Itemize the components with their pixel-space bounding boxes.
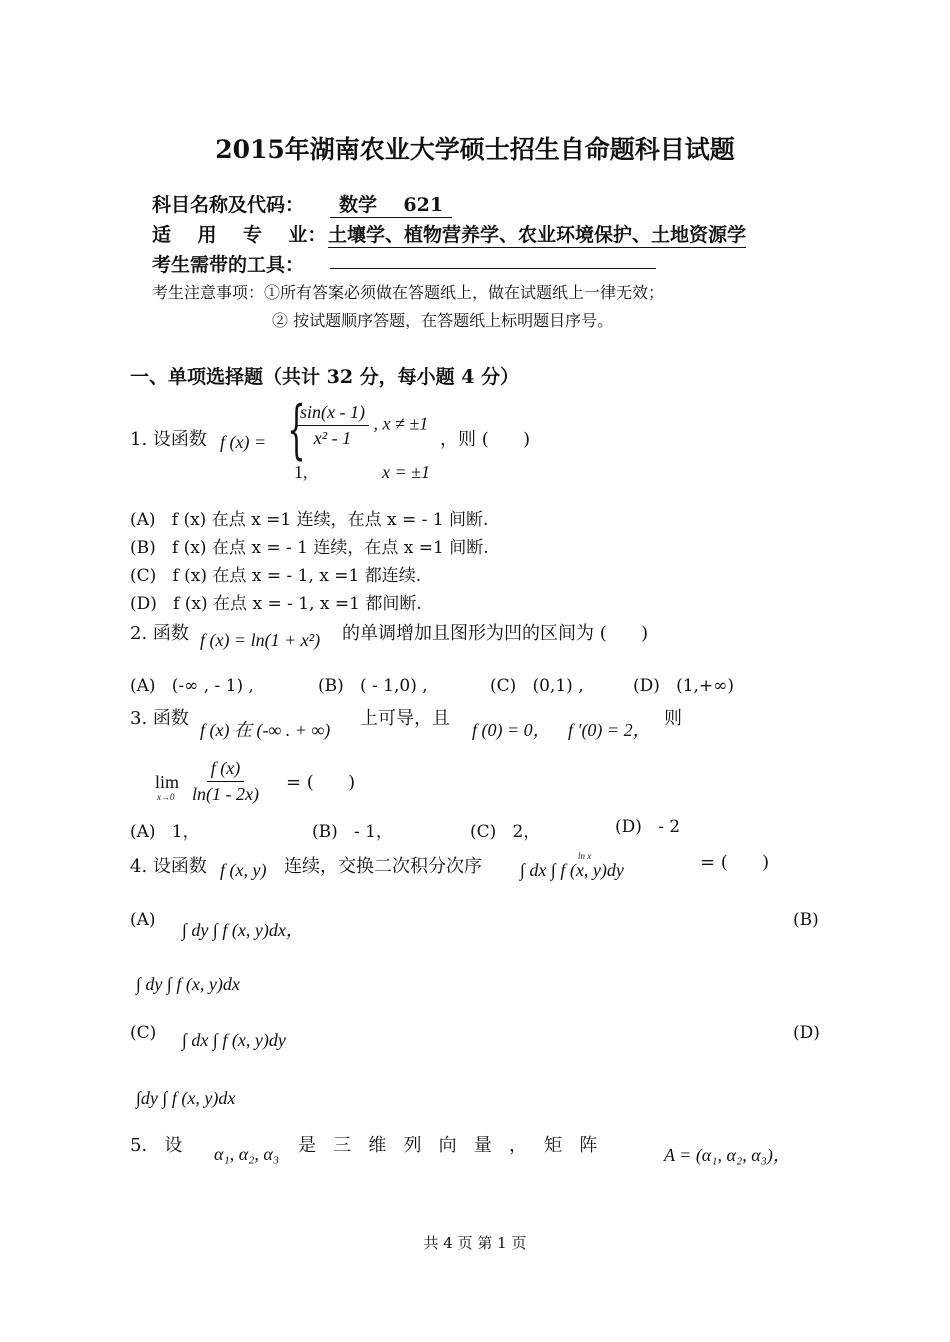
q4-option-b: ∫ dy ∫ f (x, y)dx	[136, 974, 240, 994]
q2-option-c: (C) (0,1) ,	[490, 676, 584, 696]
q4-option-a: ∫ dy ∫ f (x, y)dx，	[182, 920, 304, 940]
q1-case1	[296, 402, 428, 449]
q3-expression-1: f (x) 在 (-∞ . + ∞)	[200, 720, 331, 740]
q4-upper-limit: ln x	[578, 851, 592, 861]
q5-matrix: A = (α₁, α₂, α₃)，	[664, 1145, 791, 1165]
q1-case1-numerator: sin(x - 1)	[296, 402, 369, 426]
q1-case1-denominator: x² - 1	[313, 428, 352, 448]
q1-option-a: (A) f (x) 在点 x =1 连续，在点 x = - 1 间断.	[130, 510, 489, 530]
q3-expression-2: f (0) = 0，	[472, 720, 551, 740]
q4-prefix: 4. 设函数	[130, 856, 207, 877]
q3-fraction-inner	[188, 758, 263, 805]
q3-option-d: (D) - 2	[615, 817, 681, 837]
q5-prefix: 5. 设	[130, 1135, 183, 1156]
q3-option-a: (A) 1，	[130, 822, 200, 842]
subject-label: 科目名称及代码：	[152, 194, 305, 216]
q3-denominator: ln(1 - 2x)	[192, 784, 259, 804]
q3-expression-3: f ′(0) = 2，	[568, 720, 651, 740]
q4-option-d-label: (D)	[793, 1023, 820, 1043]
q1-fx: f (x) =	[220, 432, 267, 452]
subject-value: 数学 621	[330, 190, 452, 218]
q4-option-b-label: (B)	[793, 910, 819, 930]
page-footer: 共 4 页 第 1 页	[423, 1234, 527, 1252]
q1-prefix: 1. 设函数	[130, 429, 207, 450]
q4-middle-text: 连续，交换二次积分次序	[284, 856, 482, 877]
q2-option-b: (B) ( - 1,0) ,	[318, 676, 428, 696]
q1-suffix: ，则 ( )	[440, 429, 531, 450]
q2-suffix: 的单调增加且图形为凹的区间为 ( )	[342, 623, 649, 644]
q5-vectors: α₁, α₂, α₃	[214, 1144, 280, 1164]
q1-option-b: (B) f (x) 在点 x = - 1 连续，在点 x =1 间断.	[130, 538, 489, 558]
q3-numerator: f (x)	[207, 758, 244, 782]
q3-option-b: (B) - 1，	[312, 822, 393, 842]
q4-function: f (x, y)	[220, 860, 267, 880]
notice-line-1: 考生注意事项：①所有答案必须做在答题纸上，做在试题纸上一律无效；	[152, 283, 665, 302]
tools-label: 考生需带的工具：	[152, 254, 305, 276]
major-label: 适 用 专 业：	[152, 224, 327, 246]
q4-option-c-label: (C)	[130, 1023, 157, 1043]
q4-integral: ∫ dx ∫ f (x, y)dy	[520, 860, 624, 880]
q1-option-d: (D) f (x) 在点 x = - 1, x =1 都间断.	[130, 594, 422, 614]
q4-option-c: ∫ dx ∫ f (x, y)dy	[182, 1030, 286, 1050]
exam-title: 2015年湖南农业大学硕士招生自命题科目试题	[215, 135, 735, 164]
notice-line-2: ② 按试题顺序答题，在答题纸上标明题目序号。	[272, 311, 614, 330]
q4-option-a-label: (A)	[130, 910, 156, 930]
q3-lim-subscript: x→0	[157, 792, 175, 802]
q1-case2-condition: x = ±1	[382, 462, 431, 482]
q2-option-d: (D) (1,+∞)	[633, 676, 734, 696]
q3-option-c: (C) 2，	[470, 822, 541, 842]
q3-equals: = ( )	[286, 772, 356, 793]
major-value: 土壤学、植物营养学、农业环境保护、土地资源学	[328, 220, 746, 248]
q5-middle-text: 是 三 维 列 向 量 ， 矩 阵	[298, 1135, 598, 1156]
q4-option-d: ∫dy ∫ f (x, y)dx	[136, 1088, 236, 1108]
q3-fraction	[188, 758, 263, 805]
q1-case1-fraction	[296, 402, 369, 449]
q1-brace: {	[287, 393, 306, 467]
q3-prefix: 3. 函数	[130, 708, 189, 729]
tools-blank-line	[330, 268, 656, 269]
q2-prefix: 2. 函数	[130, 623, 189, 644]
q1-option-c: (C) f (x) 在点 x = - 1, x =1 都连续.	[130, 566, 422, 586]
section-title: 一、单项选择题（共计 32 分，每小题 4 分）	[130, 366, 520, 388]
q1-case2-value: 1,	[294, 462, 308, 482]
q4-equals: = ( )	[700, 852, 770, 873]
q1-case1-condition: , x ≠ ±1	[373, 413, 429, 434]
q3-middle-text: 上可导，且	[360, 708, 450, 729]
q3-suffix: 则	[664, 708, 682, 729]
q3-lim: lim	[155, 772, 180, 792]
q2-expression: f (x) = ln(1 + x²)	[200, 630, 321, 650]
q2-option-a: (A) (-∞ , - 1) ,	[130, 676, 254, 696]
